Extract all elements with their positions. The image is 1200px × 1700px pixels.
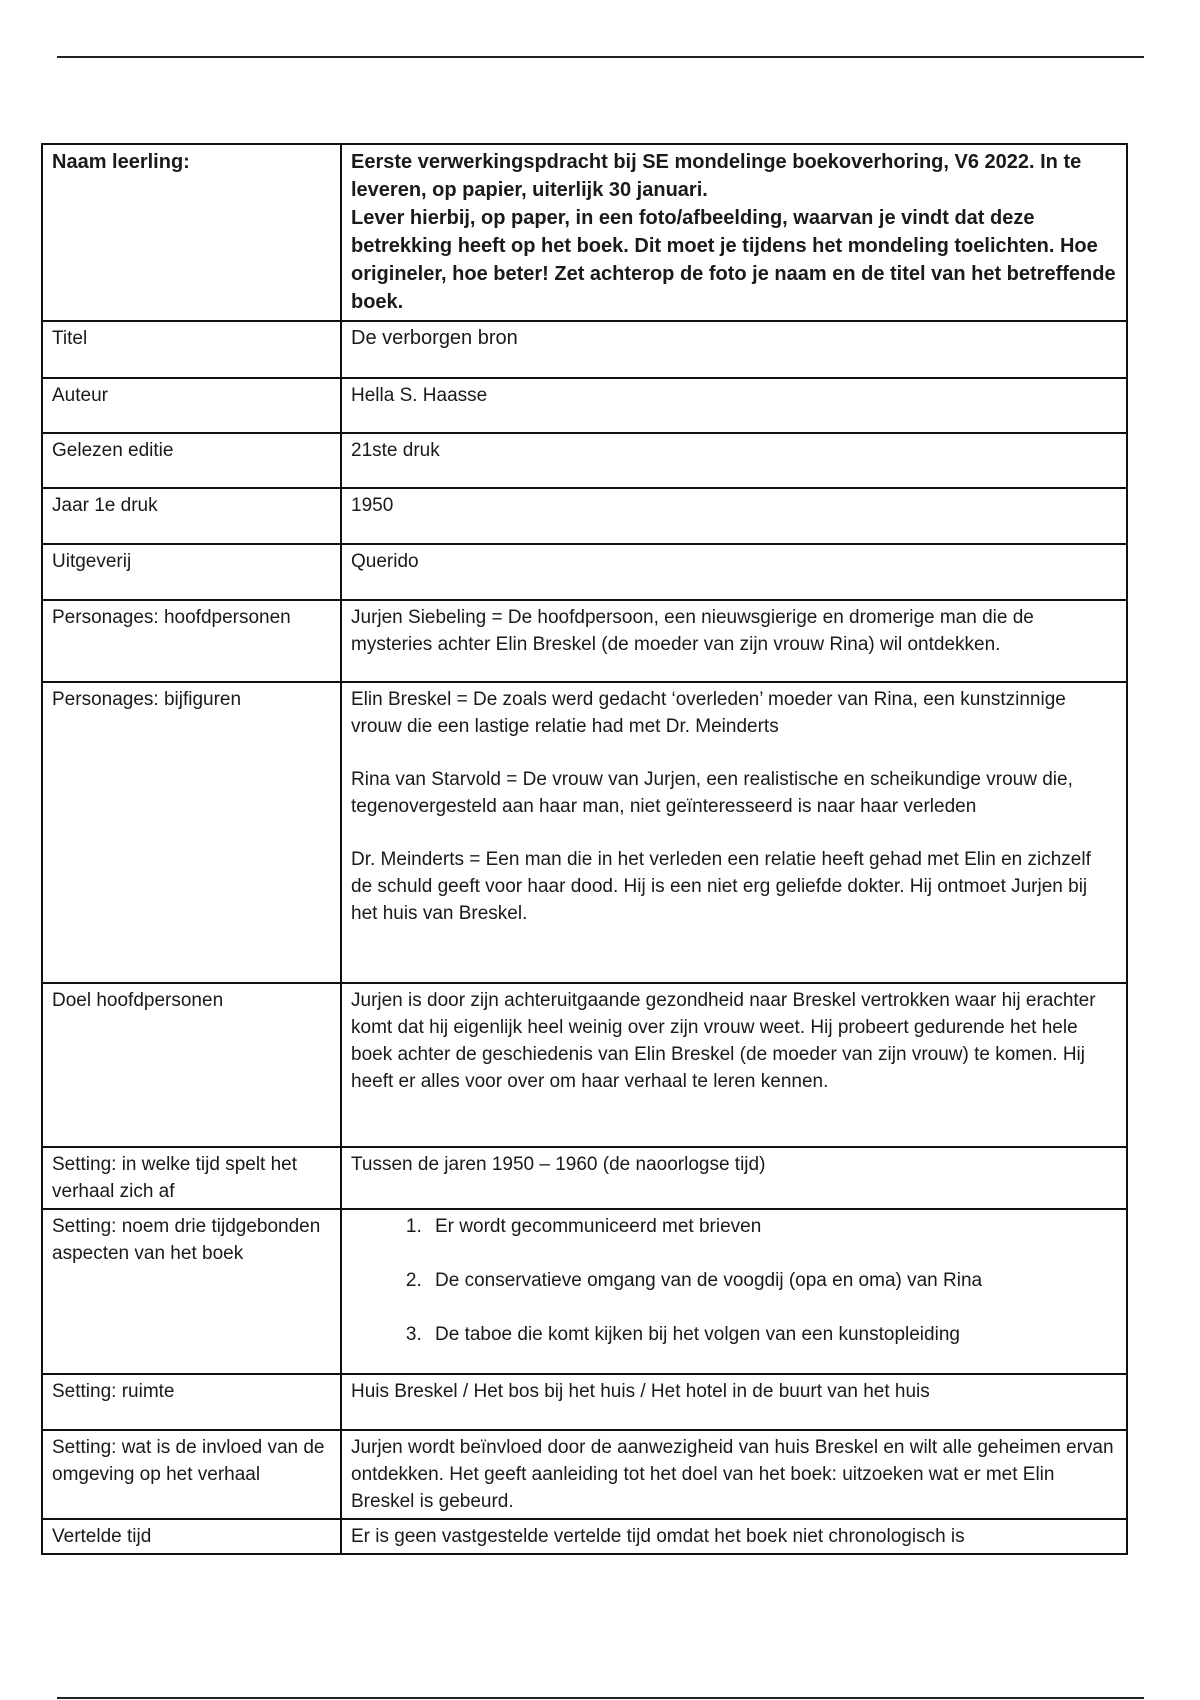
row-naam-leerling xyxy=(42,144,1127,321)
assignment-line-1: Eerste verwerkingspdracht bij SE mondelinge boekoverhoring, V6 2022. In te leveren, op papier, uiterlijk 30 januari. xyxy=(351,151,1082,201)
assignment-instructions xyxy=(341,144,1127,321)
label-doel: Doel hoofdpersonen xyxy=(42,983,341,1147)
value-auteur: Hella S. Haasse xyxy=(341,378,1127,433)
label-uitgeverij: Uitgeverij xyxy=(42,544,341,600)
aspect-item: 3. De taboe die komt kijken bij het volgen van een kunstopleiding xyxy=(427,1321,1117,1348)
label-editie: Gelezen editie xyxy=(42,433,341,488)
footer-rule xyxy=(57,1697,1144,1699)
bijfiguur-rina: Rina van Starvold = De vrouw van Jurjen, een realistische en scheikundige vrouw die, tegenovergesteld aan haar man, niet geïnteresseerd is naar haar verleden xyxy=(351,769,1073,817)
bijfiguur-elin: Elin Breskel = De zoals werd gedacht ‘overleden’ moeder van Rina, een kunstzinnige vrouw die een lastige relatie had met Dr. Meinderts xyxy=(351,689,1066,737)
value-invloed: Jurjen wordt beïnvloed door de aanwezigheid van huis Breskel en wilt alle geheimen ervan ontdekken. Het geeft aanleiding tot het doel van het boek: uitzoeken wat er met Elin Breskel is gebeurd. xyxy=(341,1430,1127,1519)
assignment-line-2: Lever hierbij, op paper, in een foto/afbeelding, waarvan je vindt dat deze betrekking heeft op het boek. Dit moet je tijdens het mondeling toelichten. Hoe origineler, hoe beter! Zet achterop de foto je naam en de titel van het betreffende boek. xyxy=(351,207,1116,313)
value-doel: Jurjen is door zijn achteruitgaande gezondheid naar Breskel vertrokken waar hij erachter komt dat hij eigenlijk heel weinig over zijn vrouw weet. Hij probeert gedurende het hele boek achter de geschiedenis van Elin Breskel (de moeder van zijn vrouw) te komen. Hij heeft er alles voor over om haar verhaal te leren kennen. xyxy=(341,983,1127,1147)
label-vertelde-tijd: Vertelde tijd xyxy=(42,1519,341,1554)
row-aspecten xyxy=(42,1209,1127,1374)
header-rule xyxy=(57,56,1144,58)
value-uitgeverij: Querido xyxy=(341,544,1127,600)
row-bijfiguren xyxy=(42,682,1127,983)
label-jaar: Jaar 1e druk xyxy=(42,488,341,544)
value-hoofdpersonen: Jurjen Siebeling = De hoofdpersoon, een nieuwsgierige en dromerige man die de mysteries achter Elin Breskel (de moeder van zijn vrouw Rina) wil ontdekken. xyxy=(341,600,1127,682)
row-jaar xyxy=(42,488,1127,544)
label-invloed: Setting: wat is de invloed van de omgeving op het verhaal xyxy=(42,1430,341,1519)
row-tijd xyxy=(42,1147,1127,1209)
row-invloed xyxy=(42,1430,1127,1519)
label-auteur: Auteur xyxy=(42,378,341,433)
value-vertelde-tijd: Er is geen vastgestelde vertelde tijd omdat het boek niet chronologisch is xyxy=(341,1519,1127,1554)
row-ruimte xyxy=(42,1374,1127,1430)
value-bijfiguren xyxy=(341,682,1127,983)
value-ruimte: Huis Breskel / Het bos bij het huis / Het hotel in de buurt van het huis xyxy=(341,1374,1127,1430)
row-doel xyxy=(42,983,1127,1147)
label-ruimte: Setting: ruimte xyxy=(42,1374,341,1430)
label-naam-leerling: Naam leerling: xyxy=(42,144,341,321)
aspect-item: 2. De conservatieve omgang van de voogdij (opa en oma) van Rina xyxy=(427,1267,1117,1294)
value-tijd: Tussen de jaren 1950 – 1960 (de naoorlogse tijd) xyxy=(341,1147,1127,1209)
value-titel: De verborgen bron xyxy=(341,321,1127,378)
aspects-list xyxy=(351,1213,1117,1348)
label-tijd: Setting: in welke tijd spelt het verhaal zich af xyxy=(42,1147,341,1209)
row-hoofdpersonen xyxy=(42,600,1127,682)
label-titel: Titel xyxy=(42,321,341,378)
row-vertelde-tijd xyxy=(42,1519,1127,1554)
book-report-table xyxy=(41,143,1128,1555)
label-bijfiguren: Personages: bijfiguren xyxy=(42,682,341,983)
row-uitgeverij xyxy=(42,544,1127,600)
value-editie: 21ste druk xyxy=(341,433,1127,488)
value-aspecten xyxy=(341,1209,1127,1374)
row-editie xyxy=(42,433,1127,488)
row-auteur xyxy=(42,378,1127,433)
row-titel xyxy=(42,321,1127,378)
label-hoofdpersonen: Personages: hoofdpersonen xyxy=(42,600,341,682)
aspect-item: 1. Er wordt gecommuniceerd met brieven xyxy=(427,1213,1117,1240)
label-aspecten: Setting: noem drie tijdgebonden aspecten van het boek xyxy=(42,1209,341,1374)
bijfiguur-meinderts: Dr. Meinderts = Een man die in het verleden een relatie heeft gehad met Elin en zichzelf de schuld geeft voor haar dood. Hij is een niet erg geliefde dokter. Hij ontmoet Jurjen bij het huis van Breskel. xyxy=(351,849,1091,924)
value-jaar: 1950 xyxy=(341,488,1127,544)
